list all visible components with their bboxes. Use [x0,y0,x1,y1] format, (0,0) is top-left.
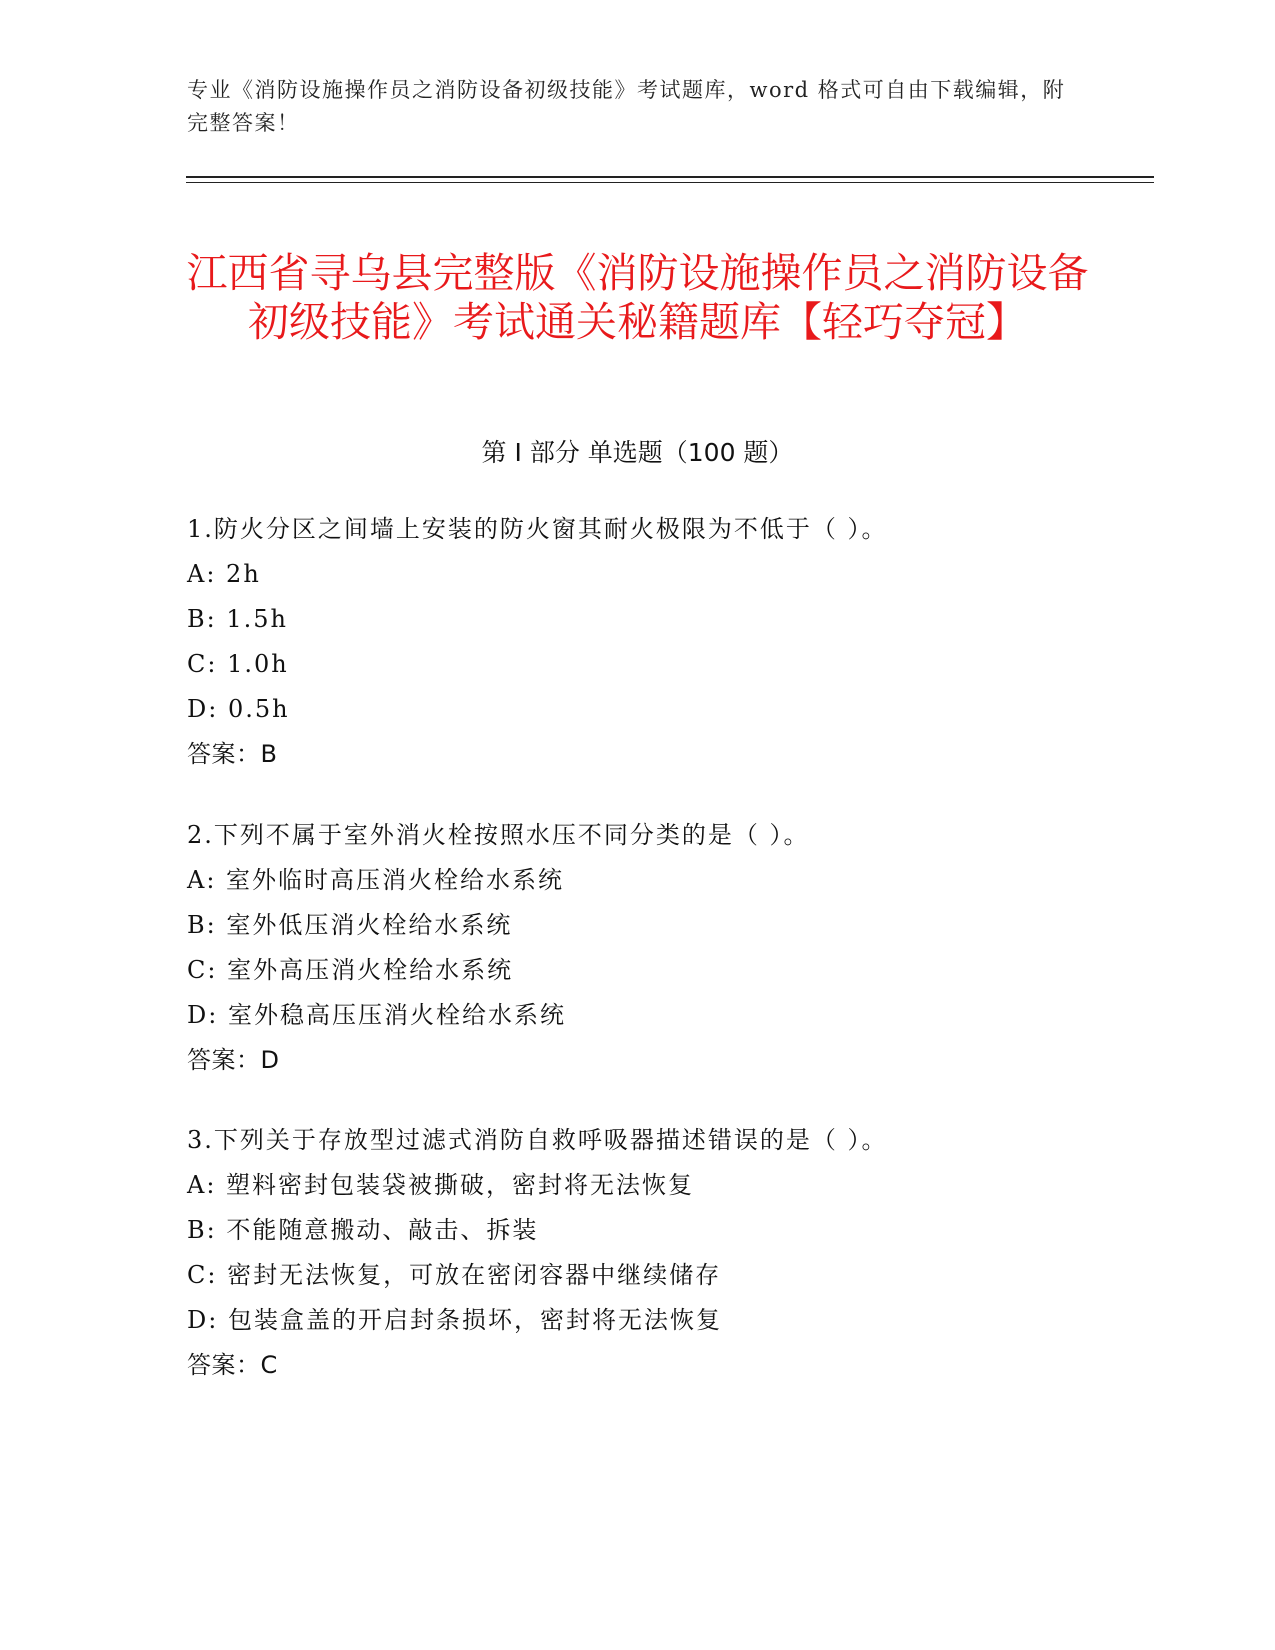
question-stem: 1.防火分区之间墙上安装的防火窗其耐火极限为不低于（ ）。 [187,515,888,543]
option-b: B: 不能随意搬动、敲击、拆装 [187,1216,539,1244]
question-1 [187,507,1087,777]
option-c: C: 密封无法恢复，可放在密闭容器中继续储存 [187,1261,722,1289]
option-b: B: 1.5h [187,605,288,633]
header-divider-thin [186,182,1154,183]
option-b: B: 室外低压消火栓给水系统 [187,911,513,939]
section-heading: 第 I 部分 单选题（100 题） [481,438,794,467]
header-note: 专业《消防设施操作员之消防设备初级技能》考试题库，word 格式可自由下载编辑，附完整答案！ [187,78,1066,135]
answer: 答案：C [187,1351,278,1379]
question-stem: 2.下列不属于室外消火栓按照水压不同分类的是（ ）。 [187,821,810,849]
option-c: C: 室外高压消火栓给水系统 [187,956,514,984]
option-a: A: 塑料密封包装袋被撕破，密封将无法恢复 [187,1171,695,1199]
question-3 [187,1118,1087,1388]
answer: 答案：B [187,740,278,768]
option-a: A: 室外临时高压消火栓给水系统 [187,866,565,894]
answer: 答案：D [187,1046,280,1074]
option-c: C: 1.0h [187,650,289,678]
header-divider-thick [186,176,1154,178]
option-a: A: 2h [187,560,261,588]
document-title: 江西省寻乌县完整版《消防设施操作员之消防设备初级技能》考试通关秘籍题库【轻巧夺冠】 [186,249,1089,347]
question-2 [187,813,1087,1083]
question-stem: 3.下列关于存放型过滤式消防自救呼吸器描述错误的是（ ）。 [187,1126,888,1154]
option-d: D: 0.5h [187,695,290,723]
option-d: D: 包装盒盖的开启封条损坏，密封将无法恢复 [187,1306,722,1334]
option-d: D: 室外稳高压压消火栓给水系统 [187,1001,566,1029]
